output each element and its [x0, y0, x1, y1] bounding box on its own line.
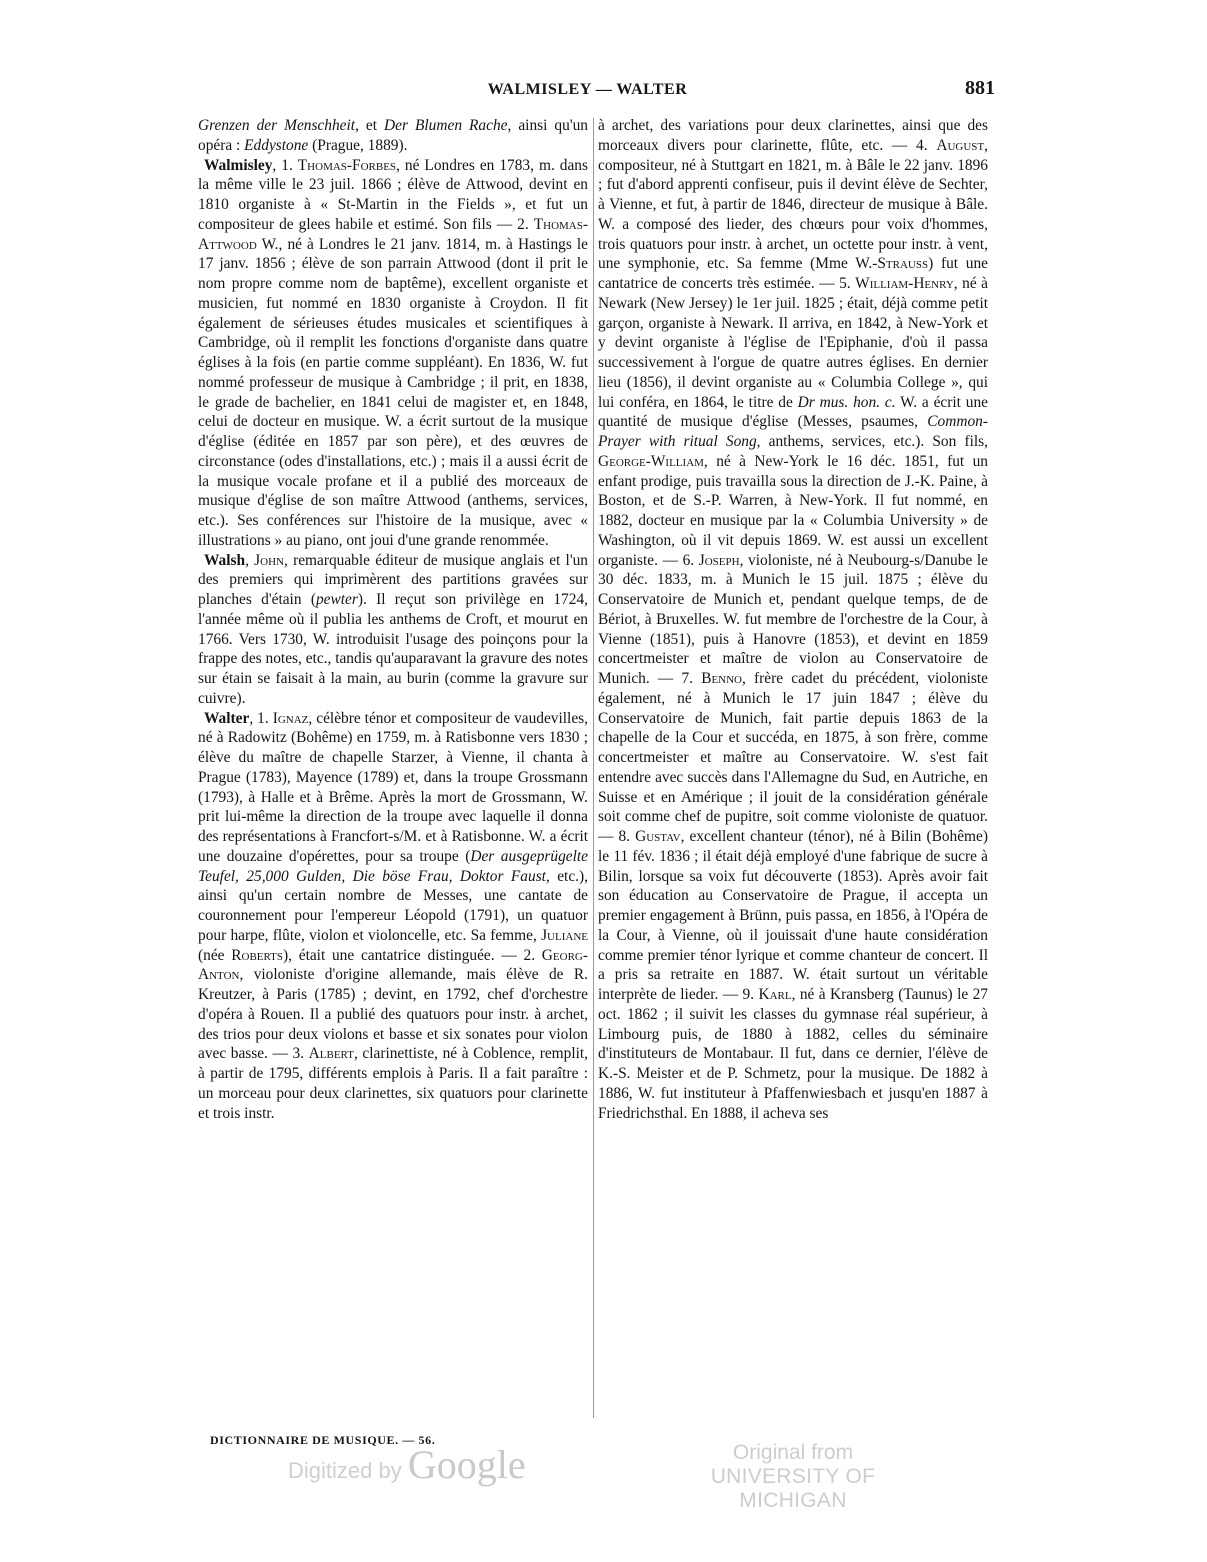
entry-walmisley: Walmisley, 1. Thomas-Forbes, né Londres en 1783, m. dans la même ville le 23 juil. 1866 ; élève de Attwood, devint en 1810 organiste à « St-Martin in the Fields », et fut un compositeur de glees habile et estimé. Son fils — 2. Thomas-Attwood W., né à Londres le 21 janv. 1814, m. à Hastings le 17 janv. 1856 ; élève de son parrain Attwood (dont il prit le nom propre comme nom de baptême), excellent organiste et musicien, fut nommé en 1830 organiste à Croydon. Il fit également de sérieuses études musicales et scientifiques à Cambridge, où il remplit les fonctions d'organiste dans quatre églises à la fois (en partie comme suppléant). En 1836, W. fut nommé professeur de musique à Cambridge ; il prit, en 1838, le grade de bachelier, en 1841 celui de magister et, en 1848, celui de docteur en musique. W. a écrit surtout de la musique d'église (éditée en 1857 par son père), et des œuvres de circonstance (odes d'installations, etc.) ; mais il a aussi écrit de la musique vocale profane et il a publié des morceaux de musique d'église de son maître Attwood (anthems, services, etc.). Ses conférences sur l'histoire de la musique, avec « illustrations » au piano, ont joui d'une grande renommée. [198, 156, 588, 549]
entry-continuation: Grenzen der Menschheit, et Der Blumen Rache, ainsi qu'un opéra : Eddystone (Prague, 1889). [198, 117, 588, 154]
digitized-watermark [288, 1441, 526, 1488]
entry-walter-continued: à archet, des variations pour deux clarinettes, ainsi que des morceaux divers pour clarinette, flûte, etc. — 4. August, compositeur, né à Stuttgart en 1821, m. à Bâle le 22 janv. 1896 ; fut d'abord apprenti confiseur, puis il devint élève de Sechter, à Vienne, et fut, à partir de 1846, directeur de musique à Bâle. W. a composé des lieder, des chœurs pour voix d'hommes, trois quatuors pour instr. à archet, un octette pour instr. à vent, une symphonie, etc. Sa femme (Mme W.-Strauss) fut une cantatrice de concerts très estimée. — 5. William-Henry, né à Newark (New Jersey) le 1er juil. 1825 ; était, déjà comme petit garçon, organiste à Newark. Il arriva, en 1842, à New-York et y devint organiste à l'église de l'Epiphanie, d'où il passa successivement à l'orgue de quatre autres églises. En dernier lieu (1856), il devint organiste au « Columbia College », qui lui conféra, en 1864, le titre de Dr mus. hon. c. W. a écrit une quantité de musique d'église (Messes, psaumes, Common-Prayer with ritual Song, anthems, services, etc.). Son fils, George-William, né à New-York le 16 déc. 1851, fut un enfant prodige, puis travailla sous la direction de J.-K. Paine, à Boston, et de S.-P. Warren, à New-York. Il fut nommé, en 1882, docteur en musique par la « Columbia University » de Washington, où il vit depuis 1869. W. est aussi un excellent organiste. — 6. Joseph, violoniste, né à Neubourg-s/Danube le 30 déc. 1833, m. à Munich le 15 juil. 1875 ; élève du Conservatoire de Munich et, pendant quelque temps, de de Bériot, à Bruxelles. W. fut membre de l'orchestre de la Cour, à Vienne (1851), puis à Hanovre (1853), et devint en 1859 concertmeister et maître de violon au Conservatoire de Munich. — 7. Benno, frère cadet du précédent, violoniste également, né à Munich le 17 juin 1847 ; élève du Conservatoire de Munich, fait partie depuis 1863 de la chapelle de la Cour et succéda, en 1875, à son frère, comme concertmeister et maître au Conservatoire. W. s'est fait entendre avec succès dans l'Allemagne du Sud, en Autriche, en Suisse et en Amérique ; il jouit de la considération générale soit comme chef de pupitre, soit comme violoniste de quatuor. — 8. Gustav, excellent chanteur (ténor), né à Bilin (Bohême) le 11 fév. 1836 ; il était déjà employé d'une fabrique de sucre à Bilin, lorsque sa voix fut découverte (1853). Après avoir fait son éducation au Conservatoire de Prague, il accepta un premier engagement à Brünn, puis passa, en 1856, à l'Opéra de la Cour, à Vienne, où il jouissait d'une haute considération comme premier ténor lyrique et comme chanteur de concert. Il a pris sa retraite en 1887. W. était surtout un véritable interprète de lieder. — 9. Karl, né à Kransberg (Taunus) le 27 oct. 1862 ; il suivit les classes du gymnase réal supérieur, à Limbourg puis, de 1880 à 1882, celles du séminaire d'instituteurs de Montabaur. Il fut, dans ce dernier, l'élève de K.-S. Meister et de P. Schmetz, pour la musique. De 1882 à 1886, W. fut instituteur à Pfaffenwiesbach et jusqu'en 1887 à Friedrichsthal. En 1888, il acheva ses [598, 117, 988, 1122]
google-logo: Google [407, 1442, 526, 1487]
page-header [180, 77, 995, 107]
entry-walter: Walter, 1. Ignaz, célèbre ténor et compositeur de vaudevilles, né à Radowitz (Bohême) en 1759, m. à Ratisbonne vers 1830 ; élève du maître de chapelle Starzer, à Vienne, il chanta à Prague (1783), Mayence (1789) et, dans la troupe Grossmann (1793), à Halle et à Brême. Après la mort de Grossmann, W. prit lui-même la direction de la troupe avec laquelle il donna des représentations à Francfort-s/M. et à Ratisbonne. W. a écrit une douzaine d'opérettes, pour sa troupe (Der ausgeprügelte Teufel, 25,000 Gulden, Die böse Frau, Doktor Faust, etc.), ainsi qu'un certain nombre de Messes, une cantate de couronnement pour l'empereur Léopold (1791), un quatuor pour harpe, flûte, violon et violoncelle, etc. Sa femme, Juliane (née Roberts), était une cantatrice distinguée. — 2. Georg-Anton, violoniste d'origine allemande, mais élève de R. Kreutzer, à Paris (1785) ; devint, en 1792, chef d'orchestre d'opéra à Rouen. Il a publié des quatuors pour instr. à archet, des trios pour deux violons et basse et six sonates pour violon avec basse. — 3. Albert, clarinettiste, né à Coblence, remplit, à partir de 1795, différents emplois à Paris. Il a fait paraître : un morceau pour deux clarinettes, six quatuors pour clarinette et trois instr. [198, 709, 588, 1122]
original-from-label: Original from [732, 1441, 854, 1464]
university-label: UNIVERSITY OF MICHIGAN [710, 1465, 876, 1512]
signature-mark: DICTIONNAIRE DE MUSIQUE. — 56. [210, 1433, 436, 1447]
original-source-watermark [668, 1441, 918, 1513]
column-divider [593, 118, 594, 1418]
left-column [198, 116, 588, 1421]
page-number: 881 [965, 77, 995, 99]
entry-walsh: Walsh, John, remarquable éditeur de musique anglais et l'un des premiers qui imprimèrent des partitions gravées sur planches d'étain (pewter). Il reçut son privilège en 1724, l'année même où il publia les anthems de Croft, et mourut en 1766. Vers 1730, W. introduisit l'usage des poinçons pour la frappe des notes, etc., tandis qu'auparavant la gravure des notes sur étain se faisait à la main, au burin (comme la gravure sur cuivre). [198, 551, 588, 707]
running-title: WALMISLEY — WALTER [487, 81, 688, 98]
right-column [598, 116, 988, 1421]
digitized-prefix: Digitized by [288, 1458, 402, 1483]
